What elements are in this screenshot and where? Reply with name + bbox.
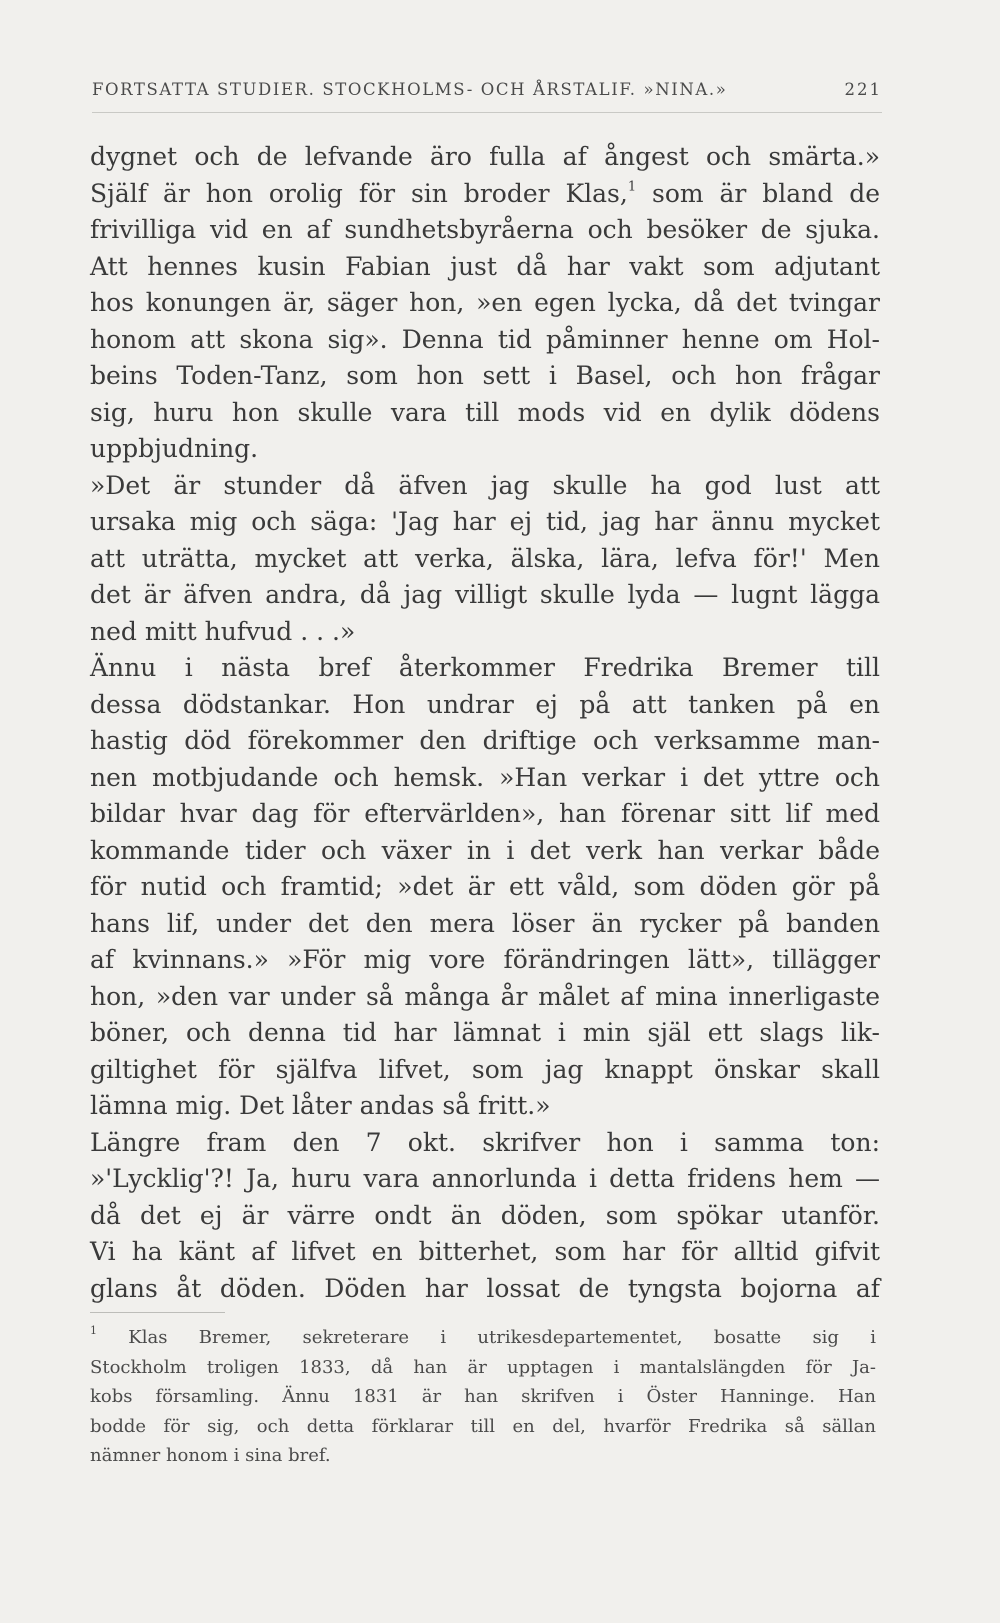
- main-text: [90, 139, 880, 1307]
- text-line: hastig död förekommer den driftige och verksamme man-: [90, 726, 880, 755]
- text-line: ursaka mig och säga: 'Jag har ej tid, jag har ännu mycket: [90, 507, 880, 536]
- text-line-end: som är bland de: [636, 178, 880, 208]
- text-line: frivilliga vid en af sundhetsbyråerna och besöker de sjuka.: [90, 215, 880, 244]
- text-line: nen motbjudande och hemsk. »Han verkar i det yttre och: [90, 762, 880, 792]
- text-line: kommande tider och växer in i det verk han verkar både: [90, 835, 880, 865]
- footnote-number: 1: [90, 1324, 97, 1338]
- text-line: Vi ha känt af lifvet en bitterhet, som har för alltid gifvit: [90, 1237, 880, 1266]
- text-line: [90, 176, 880, 213]
- text-line: honom att skona sig». Denna tid påminner henne om Hol-: [90, 324, 880, 354]
- text-line: Att hennes kusin Fabian just då har vakt som adjutant: [90, 251, 880, 281]
- text-line: Ännu i nästa bref återkommer Fredrika Bremer till: [90, 653, 880, 682]
- text-line: »'Lycklig'?! Ja, huru vara annorlunda i detta fridens hem —: [90, 1164, 880, 1193]
- footnote-marker: 1: [627, 178, 637, 194]
- text-line: giltighet för själfva lifvet, som jag knappt önskar skall: [90, 1054, 880, 1084]
- text-line: hans lif, under det den mera löser än rycker på banden: [90, 908, 880, 938]
- text-line: för nutid och framtid; »det är ett våld, som döden gör på: [90, 872, 880, 901]
- text-line: beins Toden-Tanz, som hon sett i Basel, och hon frågar: [90, 361, 880, 390]
- footnote-line: [90, 1323, 876, 1353]
- text-line: dygnet och de lefvande äro fulla af ångest och smärta.»: [90, 142, 880, 171]
- footnote-line: nämner honom i sina bref.: [90, 1445, 331, 1466]
- text-line: uppbjudning.: [90, 434, 259, 463]
- footnote-line: Stockholm troligen 1833, då han är upptagen i mantalslängden för Ja-: [90, 1356, 876, 1378]
- page-number: 221: [844, 80, 882, 99]
- text-line: bildar hvar dag för eftervärlden», han förenar sitt lif med: [90, 799, 880, 828]
- text-line: Längre fram den 7 okt. skrifver hon i samma ton:: [90, 1127, 880, 1157]
- text-line: hos konungen är, säger hon, »en egen lycka, då det tvingar: [90, 288, 880, 317]
- text-line: att uträtta, mycket att verka, älska, lära, lefva för!' Men: [90, 543, 880, 573]
- footnote-line: kobs församling. Ännu 1831 är han skrifven i Öster Hanninge. Han: [90, 1386, 876, 1407]
- text-line: ned mitt hufvud . . .»: [90, 616, 356, 646]
- text-line: böner, och denna tid har lämnat i min själ ett slags lik-: [90, 1018, 880, 1047]
- text-line: af kvinnans.» »För mig vore förändringen lätt», tillägger: [90, 945, 880, 974]
- text-line-start: Själf är hon orolig för sin broder Klas,: [90, 178, 628, 208]
- footnote-line: bodde för sig, och detta förklarar till en del, hvarför Fredrika så sällan: [90, 1415, 876, 1437]
- footnote-line-text: Klas Bremer, sekreterare i utrikesdepartementet, bosatte sig i: [97, 1327, 876, 1348]
- text-line: lämna mig. Det låter andas så fritt.»: [90, 1091, 551, 1120]
- header-rule: [92, 112, 882, 113]
- footnote: [90, 1323, 876, 1471]
- running-head: [92, 80, 882, 99]
- text-line: »Det är stunder då äfven jag skulle ha god lust att: [90, 470, 880, 500]
- text-line: dessa dödstankar. Hon undrar ej på att tanken på en: [90, 689, 880, 719]
- running-head-title: FORTSATTA STUDIER. STOCKHOLMS- OCH ÅRSTALIF. »NINA.»: [92, 80, 728, 99]
- text-line: sig, huru hon skulle vara till mods vid en dylik dödens: [90, 397, 880, 427]
- text-line: det är äfven andra, då jag villigt skulle lyda — lugnt lägga: [90, 580, 880, 609]
- footnote-rule: [90, 1312, 225, 1313]
- text-line: glans åt döden. Döden har lossat de tyngsta bojorna af: [90, 1273, 880, 1303]
- text-line: hon, »den var under så många år målet af mina innerligaste: [90, 981, 880, 1011]
- text-line: då det ej är värre ondt än döden, som spökar utanför.: [90, 1200, 880, 1230]
